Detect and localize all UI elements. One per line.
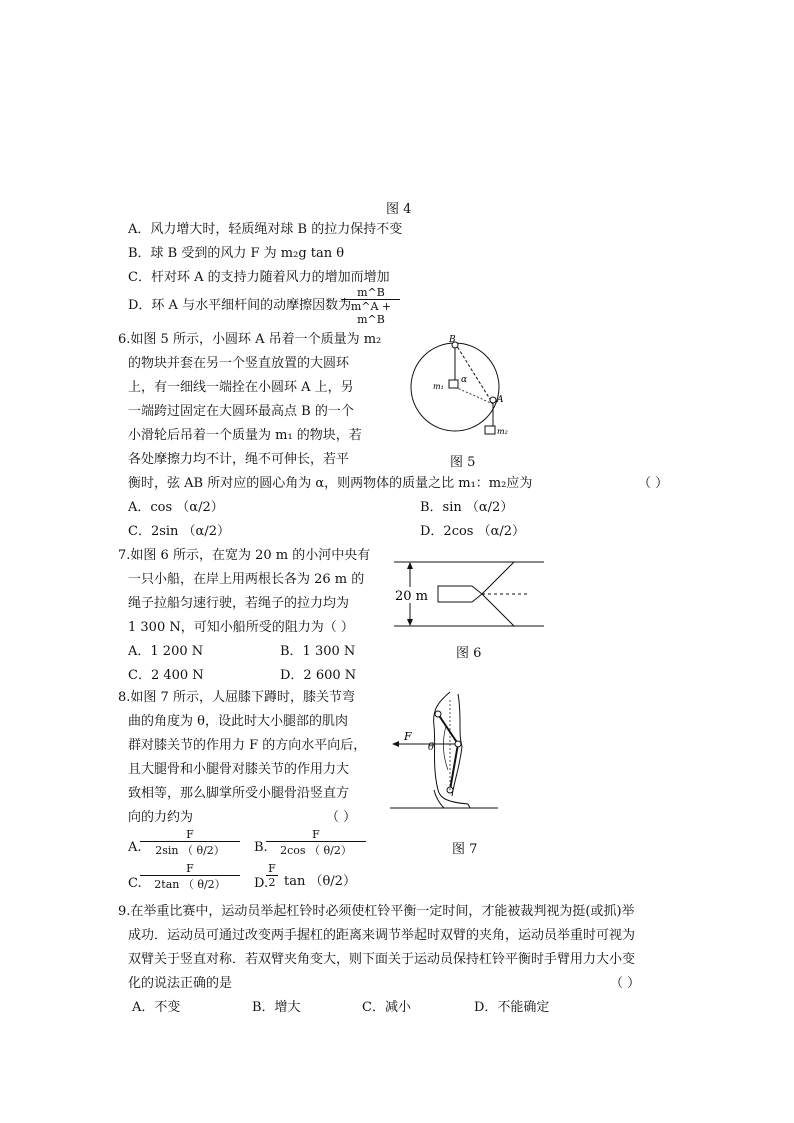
q8-b-denominator: 2cos （ θ/2） bbox=[280, 844, 352, 857]
q8-answer-bracket: （ ） bbox=[326, 810, 357, 825]
q7-line-3: 绳子拉船匀速行驶，若绳子的拉力均为 bbox=[128, 596, 350, 611]
q6-line-3: 上，有一细线一端拴在小圆环 A 上，另 bbox=[128, 380, 354, 395]
q8-line-2: 曲的角度为 θ，设此时大小腿部的肌肉 bbox=[128, 714, 348, 729]
fig5-label-b: B bbox=[449, 335, 456, 345]
q9-option-a: A．不变 bbox=[132, 1000, 181, 1015]
q9-line-3: 双臂关于竖直对称．若双臂夹角变大，则下面关于运动员保持杠铃平衡时手臂用力大小变 bbox=[128, 952, 636, 967]
fig7-label-f: F bbox=[404, 730, 412, 743]
q5-option-a: A．风力增大时，轻质绳对球 B 的拉力保持不变 bbox=[128, 222, 403, 237]
q8-option-d-label: D. bbox=[254, 876, 269, 891]
q6-line-5: 小滑轮后吊着一个质量为 m₁ 的物块，若 bbox=[128, 428, 362, 443]
q7-option-c: C．2 400 N bbox=[128, 668, 204, 683]
q6-option-d: D．2cos （α/2） bbox=[420, 524, 526, 539]
fig5-label-a: A bbox=[497, 395, 504, 405]
q8-option-b-label: B. bbox=[254, 840, 268, 855]
q8-d-numerator: F bbox=[266, 862, 278, 876]
q8-d-denominator: 2 bbox=[268, 876, 276, 889]
fig5-label-m2: m₂ bbox=[497, 427, 508, 436]
fig7-label-theta: θ bbox=[428, 742, 435, 753]
q7-option-a: A．1 200 N bbox=[128, 644, 204, 659]
q6-line-4: 一端跨过固定在大圆环最高点 B 的一个 bbox=[128, 404, 354, 419]
q9-option-d: D．不能确定 bbox=[474, 1000, 550, 1015]
q8-line-1: 8.如图 7 所示，人屈膝下蹲时，膝关节弯 bbox=[118, 690, 355, 705]
q6-option-c: C．2sin （α/2） bbox=[128, 524, 230, 539]
q8-option-b-fraction bbox=[266, 828, 366, 858]
q5-option-d-fraction bbox=[342, 286, 400, 326]
q6-line-2: 的物块并套在另一个竖直放置的大圆环 bbox=[128, 356, 350, 371]
q8-option-a-label: A. bbox=[128, 840, 142, 855]
q9-line-1: 9.在举重比赛中，运动员举起杠铃时必须使杠铃平衡一定时间，才能被裁判视为挺(或抓)举 bbox=[118, 904, 635, 919]
fig4-caption: 图 4 bbox=[386, 202, 412, 217]
fig5-label-m1: m₁ bbox=[433, 382, 444, 391]
q8-c-denominator: 2tan （ θ/2） bbox=[154, 878, 226, 891]
q8-line-3: 群对膝关节的作用力 F 的方向水平向后， bbox=[128, 738, 367, 753]
q5-d-numerator: m^B bbox=[342, 286, 400, 300]
fig6-width-label: 20 m bbox=[395, 589, 429, 604]
fig7-caption: 图 7 bbox=[452, 842, 478, 857]
q7-line-2: 一只小船，在岸上用两根长各为 26 m 的 bbox=[128, 572, 365, 587]
q8-option-a-fraction bbox=[140, 828, 240, 858]
q8-b-numerator: F bbox=[266, 828, 366, 842]
q5-option-c: C．杆对环 A 的支持力随着风力的增加而增加 bbox=[128, 270, 390, 285]
q6-line-6: 各处摩擦力均不计，绳不可伸长，若平 bbox=[128, 452, 350, 467]
q8-c-numerator: F bbox=[140, 862, 240, 876]
q7-line-4: 1 300 N，可知小船所受的阻力为（ ） bbox=[128, 620, 354, 635]
q7-option-b: B．1 300 N bbox=[280, 644, 356, 659]
figure-6-river-diagram bbox=[390, 556, 550, 636]
q7-line-1: 7.如图 6 所示，在宽为 20 m 的小河中央有 bbox=[118, 548, 371, 563]
fig5-label-alpha: α bbox=[461, 375, 468, 385]
q9-line-4: 化的说法正确的是 bbox=[128, 976, 233, 991]
q8-option-d-fraction bbox=[266, 862, 278, 889]
q8-option-d-tail: tan （θ/2） bbox=[284, 874, 356, 889]
q8-option-c-fraction bbox=[140, 862, 240, 892]
q8-a-denominator: 2sin （ θ/2） bbox=[155, 844, 225, 857]
fig6-caption: 图 6 bbox=[456, 646, 482, 661]
q5-option-b: B．球 B 受到的风力 F 为 m₂g tan θ bbox=[128, 246, 345, 261]
q5-d-denominator: m^A + m^B bbox=[350, 300, 392, 326]
q6-line-1: 6.如图 5 所示，小圆环 A 吊着一个质量为 m₂ bbox=[118, 332, 382, 347]
q8-a-numerator: F bbox=[140, 828, 240, 842]
q8-option-c-label: C. bbox=[128, 876, 142, 891]
figure-5-circle-diagram bbox=[405, 330, 520, 445]
q6-option-b: B．sin （α/2） bbox=[420, 500, 514, 515]
q8-line-6: 向的力约为 bbox=[128, 810, 194, 825]
q7-option-d: D．2 600 N bbox=[280, 668, 357, 683]
q9-option-b: B．增大 bbox=[252, 1000, 301, 1015]
q6-answer-bracket: （ ） bbox=[638, 476, 669, 491]
fig5-caption: 图 5 bbox=[450, 455, 476, 470]
q9-line-2: 成功．运动员可通过改变两手握杠的距离来调节举起时双臂的夹角，运动员举重时可视为 bbox=[128, 928, 636, 943]
figure-7-leg-diagram bbox=[388, 686, 500, 814]
q8-line-4: 且大腿骨和小腿骨对膝关节的作用力大 bbox=[128, 762, 350, 777]
q6-option-a: A．cos （α/2） bbox=[128, 500, 224, 515]
q9-option-c: C．减小 bbox=[362, 1000, 411, 1015]
q8-line-5: 致相等，那么脚掌所受小腿骨沿竖直方 bbox=[128, 786, 350, 801]
q6-line-7: 衡时，弦 AB 所对应的圆心角为 α，则两物体的质量之比 m₁：m₂应为 bbox=[128, 476, 533, 491]
q9-answer-bracket: （ ） bbox=[610, 976, 641, 991]
q5-option-d: D．环 A 与水平细杆间的动摩擦因数为 bbox=[128, 298, 352, 313]
